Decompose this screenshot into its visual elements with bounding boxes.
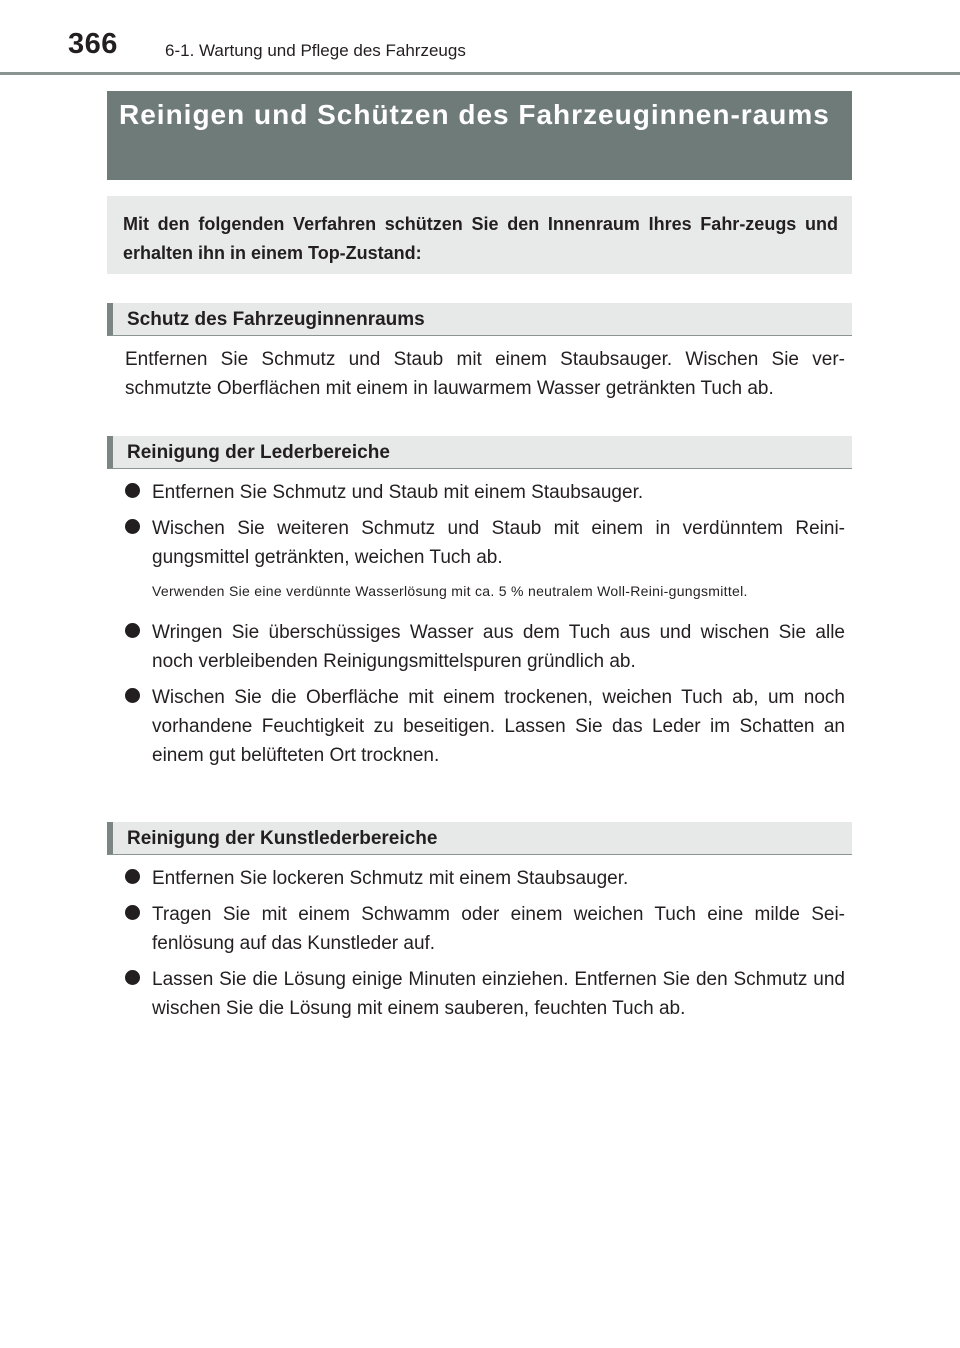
list-item — [125, 514, 845, 572]
subheading-protection: Schutz des Fahrzeuginnenraums — [107, 303, 852, 336]
list-item — [125, 900, 845, 958]
bullet-icon — [125, 519, 140, 534]
header-rule — [0, 72, 960, 75]
intro-box: Mit den folgenden Verfahren schützen Sie den Innenraum Ihres Fahr-zeugs und erhalten ihn in einem Top-Zustand: — [107, 196, 852, 274]
list-item — [125, 683, 845, 770]
list-item — [125, 478, 845, 507]
list-item-text: Wischen Sie die Oberfläche mit einem trockenen, weichen Tuch ab, um noch vorhandene Feuchtigkeit zu beseitigen. Lassen Sie das Leder im Schatten an einem gut belüfteten Ort trocknen. — [152, 687, 845, 766]
subheading-artificial-leather: Reinigung der Kunstlederbereiche — [107, 822, 852, 855]
bullet-icon — [125, 905, 140, 920]
section-header: 6-1. Wartung und Pflege des Fahrzeugs — [165, 41, 466, 60]
page-number: 366 — [68, 28, 118, 60]
bullet-icon — [125, 483, 140, 498]
list-item-text: Tragen Sie mit einem Schwamm oder einem weichen Tuch eine milde Sei-fenlösung auf das Kunstleder auf. — [152, 904, 845, 954]
list-item-text: Wischen Sie weiteren Schmutz und Staub mit einem in verdünntem Reini-gungsmittel getränkten, weichen Tuch ab. — [152, 518, 845, 568]
list-item — [125, 864, 845, 893]
list-item-text: Lassen Sie die Lösung einige Minuten einziehen. Entfernen Sie den Schmutz und wischen Sie die Lösung mit einem sauberen, feuchten Tuch ab. — [152, 969, 845, 1019]
list-item — [125, 618, 845, 676]
bullet-icon — [125, 869, 140, 884]
page-title: Reinigen und Schützen des Fahrzeuginnen-raums — [119, 99, 830, 130]
note-text: Verwenden Sie eine verdünnte Wasserlösung mit ca. 5 % neutralem Woll-Reini-gungsmittel. — [152, 583, 748, 599]
list-item-text: Entfernen Sie lockeren Schmutz mit einem Staubsauger. — [152, 868, 629, 889]
list-item-text: Wringen Sie überschüssiges Wasser aus dem Tuch aus und wischen Sie alle noch verbleibenden Reinigungsmittelspuren gründlich ab. — [152, 622, 845, 672]
artificial-leather-list — [125, 864, 845, 1023]
bullet-icon — [125, 623, 140, 638]
bullet-icon — [125, 688, 140, 703]
title-box — [107, 91, 852, 180]
list-item-text: Entfernen Sie Schmutz und Staub mit einem Staubsauger. — [152, 482, 644, 503]
subheading-leather: Reinigung der Lederbereiche — [107, 436, 852, 469]
list-item — [125, 965, 845, 1023]
protection-text: Entfernen Sie Schmutz und Staub mit einem Staubsauger. Wischen Sie ver-schmutzte Oberflächen mit einem in lauwarmem Wasser getränkten Tuch ab. — [125, 349, 845, 399]
bullet-icon — [125, 970, 140, 985]
leather-list — [125, 478, 845, 770]
